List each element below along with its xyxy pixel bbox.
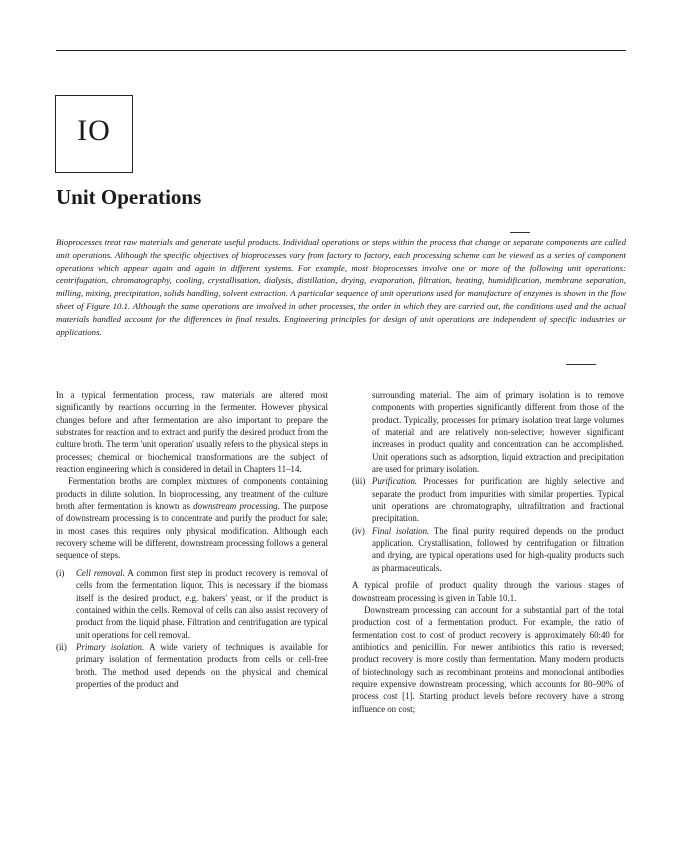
list-item-continued xyxy=(352,389,624,475)
list-item xyxy=(352,475,624,524)
chapter-number-box xyxy=(55,95,133,173)
list-item-text: A wide variety of techniques is available for primary isolation of fermentation products from cells or cell-free broth. The method used depends on the physical and chemical properties of the product and xyxy=(76,641,328,689)
paragraph-text: Fermentation broths are complex mixtures of components containing products in dilute solution. In bioprocessing, any treatment of the culture broth after fermentation is known as xyxy=(56,476,328,512)
list-item-text: surrounding material. The aim of primary isolation is to remove components with properties significantly different from those of the product. Typically, processes for primary isolation treat large volumes of material and are relatively non-selective; however significant increases in product quality and concentration can be accomplished. Unit operations such as adsorption, liquid extraction and precipitation are used for primary isolation. xyxy=(372,390,624,475)
top-rule xyxy=(56,50,626,51)
intro-paragraph: In a typical fermentation process, raw materials are altered most significantly by reactions occurring in the fermenter. However physical changes before and after fermentation are also important to prepare the substrates for reaction and to extract and purify the desired product from the culture broth. The term 'unit operation' usually refers to the physical steps in processes; chemical or biochemical transformations are the subject of reaction engineering which is considered in detail in Chapters 11–14. xyxy=(56,390,328,475)
cost-paragraph: Downstream processing can account for a substantial part of the total production cost of a fermentation product. For example, the ratio of fermentation cost to cost of product recovery is approximately 60:40 for antibiotics and penicillin. For newer antibiotics this ratio is reversed; product recovery is more costly than fermentation. Many modern products of biotechnology such as recombinant proteins and monoclonal antibodies require expensive downstream processing, which accounts for 80–90% of process cost [1]. Starting product levels before recovery have a strong influence on cost; xyxy=(352,604,624,714)
defined-term: downstream processing xyxy=(193,501,278,512)
list-item-title: Purification. xyxy=(372,476,418,487)
list-item-title: Cell removal. xyxy=(76,567,125,578)
list-marker: (iv) xyxy=(352,525,365,536)
chapter-title: Unit Operations xyxy=(56,185,202,209)
left-column xyxy=(56,389,328,690)
list-item-title: Primary isolation. xyxy=(76,641,145,652)
right-column xyxy=(352,389,624,715)
abstract-bottom-dash xyxy=(566,364,596,365)
chapter-abstract: Bioprocesses treat raw materials and generate useful products. Individual operations or steps within the process that change or separate components are called unit operations. Although the specific objectives of bioprocesses vary from factory to factory, each processing scheme can be viewed as a series of component operations which appear again and again in different systems. For example, most bioprocesses involve one or more of the following unit operations: centrifugation, chromatography, cooling, crystallisation, dialysis, distillation, drying, evaporation, filtration, heating, humidification, membrane separation, milling, mixing, precipitation, solids handling, solvent extraction. A particular sequence of unit operations used for manufacture of enzymes is shown in the flow sheet of Figure 10.1. Although the same operations are involved in other processes, the order in which they are carried out, the conditions used and the actual materials handled account for the differences in final results. Engineering principles for design of unit operations are independent of specific industries or applications. xyxy=(56,237,626,337)
abstract-top-dash xyxy=(510,232,530,233)
chapter-number: IO xyxy=(77,114,111,147)
list-item xyxy=(352,525,624,574)
list-item xyxy=(56,567,328,641)
list-item xyxy=(56,641,328,690)
list-marker: (i) xyxy=(56,567,65,578)
list-marker: (ii) xyxy=(56,641,67,652)
list-item-title: Final isolation. xyxy=(372,525,430,536)
list-item-text: A common first step in product recovery is removal of cells from the fermentation liquor. This is necessary if the biomass itself is the desired product, e.g. bakers' yeast, or if the product is contained within the cells. Removal of cells can also assist recovery of product from the liquid phase. Filtration and centrifugation are typical unit operations for cell removal. xyxy=(76,567,328,640)
list-marker: (iii) xyxy=(352,476,366,487)
list-item-text: The final purity required depends on the product application. Crystallisation, followed by centrifugation or filtration and drying, are typical operations used for high-quality products such as pharmaceuticals. xyxy=(372,525,624,573)
table-reference-paragraph: A typical profile of product quality through the various stages of downstream processing is given in Table 10.1. xyxy=(352,580,624,603)
list-item-text: Processes for purification are highly selective and separate the product from impurities with similar properties. Typical unit operations are chromatography, ultrafiltration and fractional precipitation. xyxy=(372,476,624,524)
paragraph-text: . The purpose of downstream processing is to concentrate and purify the product for sale; in most cases this requires only physical modification. Although each recovery scheme will be different, downstream processing follows a general sequence of steps. xyxy=(56,501,328,561)
downstream-paragraph xyxy=(56,475,328,561)
